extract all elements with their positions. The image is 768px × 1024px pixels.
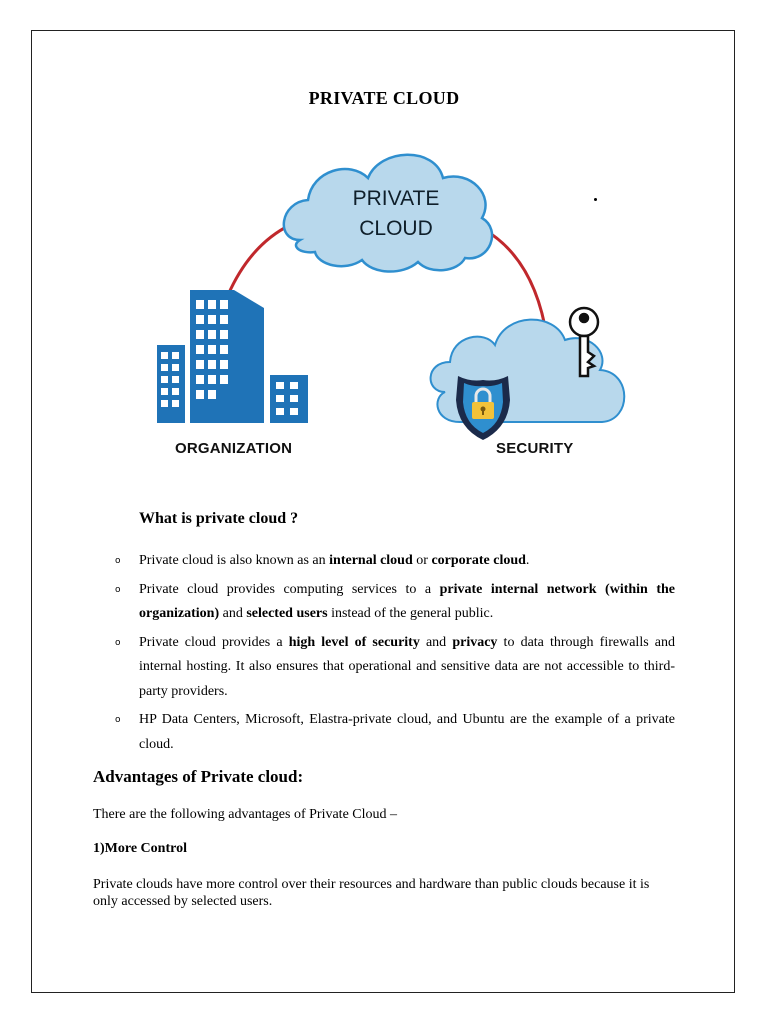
bullet-marker: o — [115, 584, 121, 595]
bullet-text: Private cloud provides computing services to a — [139, 581, 440, 597]
bullet-bold-text: internal cloud — [329, 553, 413, 568]
what-is-bullet-list — [115, 549, 676, 761]
bullet-item — [115, 631, 676, 705]
security-label: SECURITY — [496, 440, 574, 457]
bullet-bold-text: privacy — [452, 634, 498, 650]
advantages-heading: Advantages of Private cloud: — [93, 767, 304, 786]
bullet-text: HP Data Centers, Microsoft, Elastra-private cloud, and Ubuntu are the example of a private cloud. — [139, 712, 675, 752]
bullet-text: Private cloud is also known as an — [139, 553, 330, 568]
bullet-text: Private cloud provides a — [139, 634, 289, 650]
page-title: PRIVATE CLOUD — [308, 88, 460, 108]
bullet-text: and — [219, 606, 247, 621]
bullet-item — [115, 708, 675, 757]
bullet-text: and — [419, 634, 453, 650]
bullet-item — [115, 549, 675, 574]
private-cloud-diagram — [140, 140, 640, 470]
bullet-marker: o — [115, 715, 121, 725]
shield-lock-icon — [456, 376, 510, 440]
bullet-marker: o — [115, 556, 121, 566]
cloud-label — [336, 184, 456, 244]
advantages-intro: There are the following advantages of Private Cloud – — [93, 807, 398, 822]
bullet-bold-text: selected users — [246, 606, 328, 621]
bullet-bold-text: high level of security — [288, 634, 420, 650]
bullet-text: instead of the general public. — [327, 606, 494, 621]
cloud-label-line2: CLOUD — [359, 217, 433, 240]
bullet-bold-text: corporate cloud — [431, 553, 526, 568]
bullet-bold-text: private internal network (within the organization) — [139, 581, 675, 621]
bullet-item — [115, 578, 675, 627]
more-control-heading: 1)More Control — [93, 841, 187, 856]
organization-buildings-icon — [157, 290, 308, 423]
bullet-text: . — [525, 553, 530, 568]
connector-arc-left — [228, 225, 290, 295]
bullet-text: to data through firewalls and internal hosting. It also ensures that operational and sensitive data are not accessible to third-party providers. — [139, 634, 676, 699]
stray-dot — [594, 198, 597, 201]
more-control-text: Private clouds have more control over their resources and hardware than public clouds because it is only accessed by selected users. — [93, 877, 650, 909]
what-is-heading: What is private cloud ? — [139, 510, 299, 527]
bullet-text: or — [412, 553, 432, 568]
bullet-marker: o — [115, 637, 121, 648]
cloud-label-line1: PRIVATE — [352, 187, 440, 210]
organization-label: ORGANIZATION — [175, 440, 293, 457]
